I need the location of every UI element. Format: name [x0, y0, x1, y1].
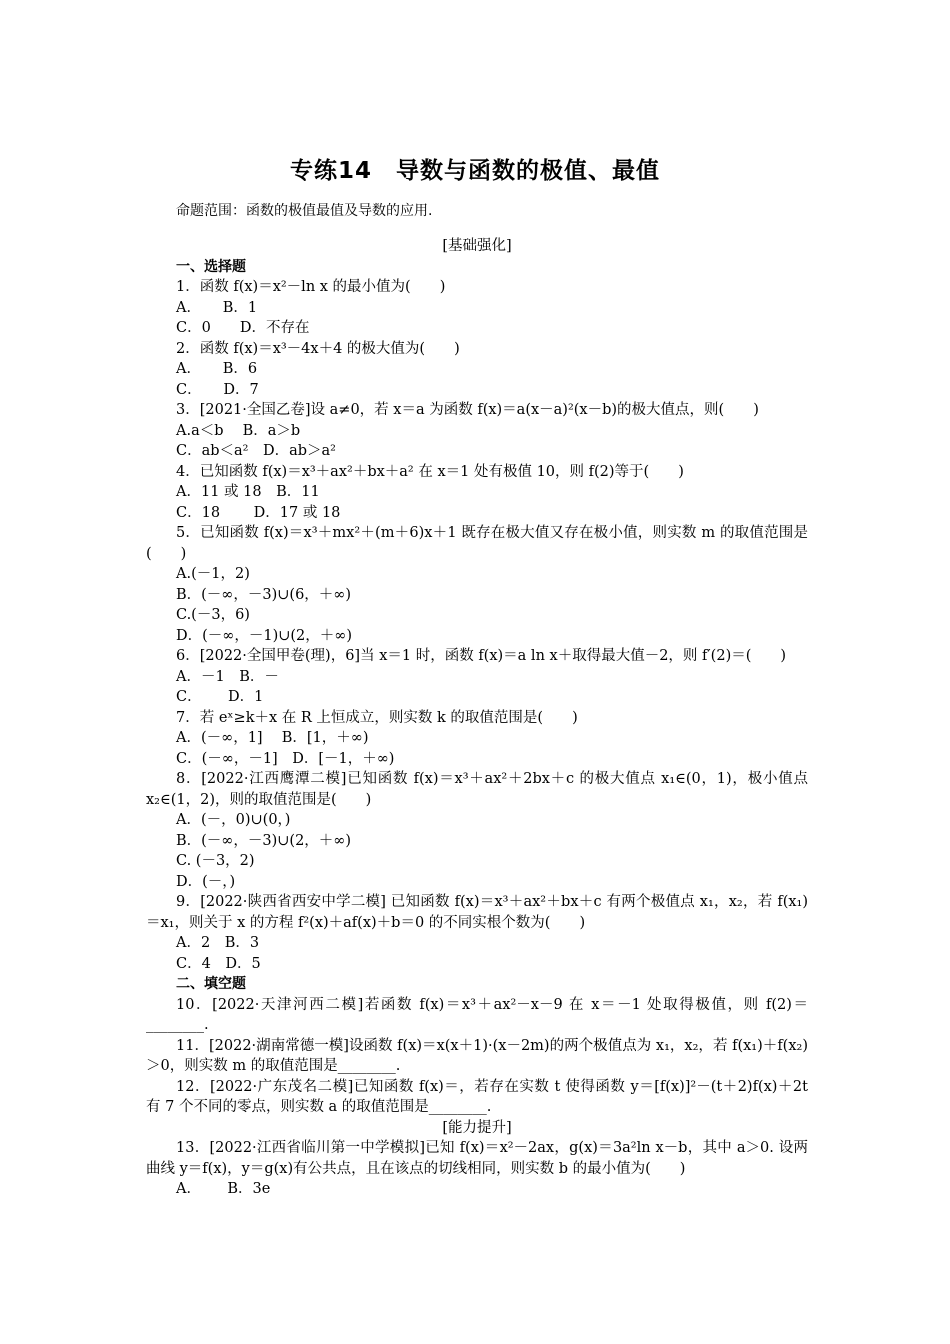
- question-8: 8．[2022·江西鹰潭二模]已知函数 f(x)＝x³＋ax²＋2bx＋c 的极大值点 x₁∈(0，1)，极小值点 x₂∈(1，2)，则的取值范围是( ): [146, 771, 808, 808]
- question-8-option-a: A．(－，0)∪(0，): [176, 812, 291, 828]
- question-9-options-cd: C．4 D．5: [176, 955, 261, 972]
- question-5-option-a: A.(－1，2): [176, 566, 250, 582]
- question-4-options-cd: C．18 D．17 或 18: [176, 504, 341, 521]
- question-6: 6．[2022·全国甲卷(理)，6]当 x＝1 时，函数 f(x)＝a ln x＋取得最大值－2，则 f′(2)＝( ): [176, 648, 787, 664]
- question-1-options-ab: A． B．1: [176, 299, 258, 316]
- question-2-options-ab: A． B．6: [176, 361, 258, 377]
- part1-heading: 一、选择题: [176, 258, 246, 275]
- question-13-options-ab: A． B．3e: [176, 1181, 271, 1197]
- question-3-options-cd: C．ab＜a² D．ab＞a²: [176, 443, 336, 459]
- scope-note: 命题范围：函数的极值最值及导数的应用.: [176, 203, 433, 219]
- question-4-options-ab: A．11 或 18 B．11: [176, 484, 320, 500]
- question-11: 11．[2022·湖南常德一模]设函数 f(x)＝x(x＋1)·(x－2m)的两个极值点为 x₁，x₂，若 f(x₁)＋f(x₂)＞0，则实数 m 的取值范围是________.: [146, 1037, 808, 1074]
- question-8-option-b: B．(－∞，－3)∪(2，＋∞): [176, 832, 352, 849]
- question-8-option-c: C. (－3，2): [176, 853, 255, 869]
- question-8-option-d: D．(－，): [176, 873, 236, 890]
- page-title: 专练14 导数与函数的极值、最值: [289, 158, 660, 184]
- question-1: 1．函数 f(x)＝x²－ln x 的最小值为( ): [176, 279, 446, 295]
- question-5-option-d: D．(－∞，－1)∪(2，＋∞): [176, 627, 353, 644]
- section-basic-heading: [基础强化]: [442, 238, 512, 254]
- question-6-options-cd: C． D．1: [176, 689, 264, 705]
- question-9-options-ab: A．2 B．3: [176, 935, 260, 951]
- question-2-options-cd: C． D．7: [176, 381, 259, 398]
- question-list: [146, 236, 808, 1200]
- question-5: 5．已知函数 f(x)＝x³＋mx²＋(m＋6)x＋1 既存在极大值又存在极小值，则实数 m 的取值范围是( ): [146, 525, 808, 562]
- question-5-option-b: B．(－∞，－3)∪(6，＋∞): [176, 586, 352, 603]
- question-3: 3．[2021·全国乙卷]设 a≠0，若 x＝a 为函数 f(x)＝a(x－a)²(x－b)的极大值点，则( ): [176, 402, 759, 418]
- question-7-options-ab: A．(－∞，1] B．[1，＋∞): [176, 730, 369, 746]
- question-6-options-ab: A．－1 B．－: [176, 668, 279, 685]
- question-7: 7．若 eˣ≥k＋x 在 R 上恒成立，则实数 k 的取值范围是( ): [176, 709, 578, 726]
- question-1-options-cd: C．0 D．不存在: [176, 320, 310, 336]
- question-13: 13．[2022·江西省临川第一中学模拟]已知 f(x)＝x²－2ax，g(x)＝3a²ln x－b，其中 a＞0. 设两曲线 y＝f(x)，y＝g(x)有公共点，且在该点的切线相同，则实数 b 的最小值为( ): [146, 1140, 808, 1177]
- question-2: 2．函数 f(x)＝x³－4x＋4 的极大值为( ): [176, 340, 460, 357]
- part2-heading: 二、填空题: [176, 976, 246, 992]
- question-5-option-c: C.(－3，6): [176, 607, 250, 623]
- question-9: 9．[2022·陕西省西安中学二模] 已知函数 f(x)＝x³＋ax²＋bx＋c 有两个极值点 x₁，x₂，若 f(x₁)＝x₁，则关于 x 的方程 f²(x)＋af(x)＋b＝0 的不同实根个数为( ): [146, 894, 808, 931]
- question-4: 4．已知函数 f(x)＝x³＋ax²＋bx＋a² 在 x＝1 处有极值 10，则 f(2)等于( ): [176, 463, 684, 480]
- question-3-options-ab: A.a＜b B．a＞b: [176, 422, 301, 439]
- question-7-options-cd: C．(－∞，－1] D．[－1，＋∞): [176, 750, 395, 767]
- question-10: 10．[2022·天津河西二模]若函数 f(x)＝x³＋ax²－x－9 在 x＝－1 处取得极值，则 f(2)＝________.: [146, 996, 808, 1033]
- question-12: 12．[2022·广东茂名二模]已知函数 f(x)＝，若存在实数 t 使得函数 y＝[f(x)]²－(t＋2)f(x)＋2t 有 7 个不同的零点，则实数 a 的取值范围是________.: [146, 1078, 808, 1115]
- section-advanced-heading: [能力提升]: [442, 1119, 512, 1136]
